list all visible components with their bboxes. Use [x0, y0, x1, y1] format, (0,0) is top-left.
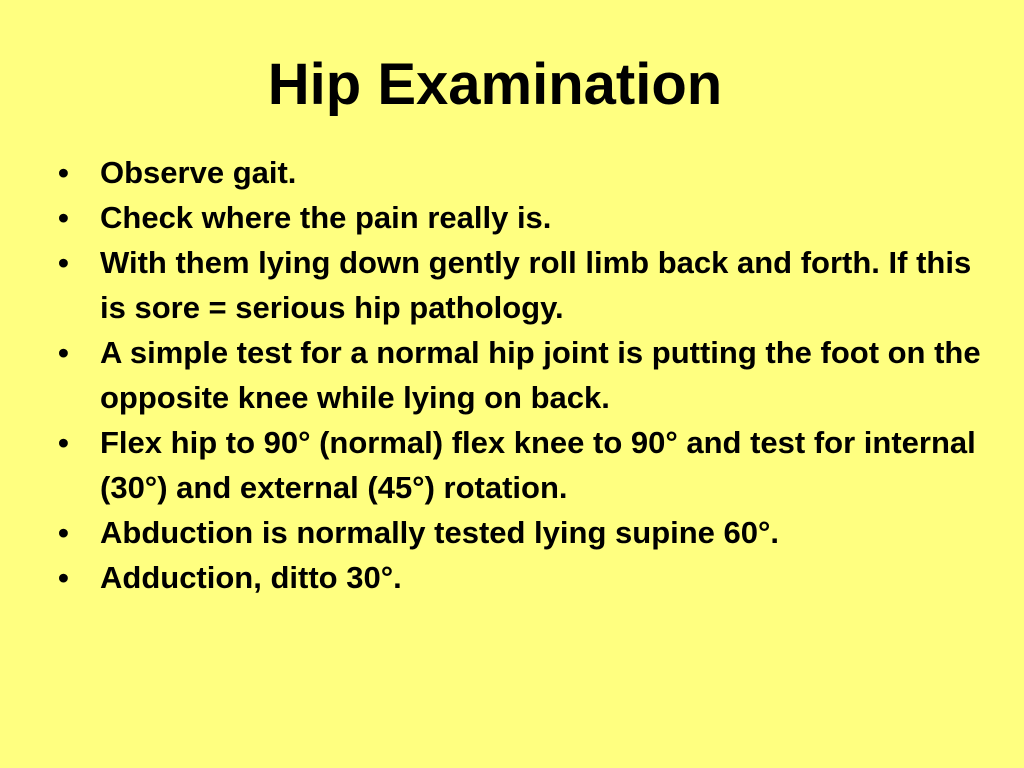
bullet-dot-icon: •: [58, 515, 69, 550]
bullet-dot-icon: •: [58, 200, 69, 235]
bullet-dot-icon: •: [58, 155, 69, 190]
slide-title: Hip Examination: [267, 52, 723, 117]
bullet-item-3: [58, 240, 988, 330]
bullet-item-1: [58, 150, 988, 195]
bullet-dot-icon: •: [58, 245, 69, 280]
bullet-item-4: [58, 330, 988, 420]
bullet-text: Observe gait.: [100, 155, 297, 190]
bullet-item-6: [58, 510, 988, 555]
bullet-list: [58, 150, 988, 600]
bullet-dot-icon: •: [58, 425, 69, 460]
bullet-text: A simple test for a normal hip joint is putting the foot on the opposite knee while lying on back.: [100, 335, 981, 415]
bullet-text: With them lying down gently roll limb back and forth. If this is sore = serious hip pathology.: [100, 245, 972, 325]
bullet-item-5: [58, 420, 988, 510]
bullet-item-7: [58, 555, 988, 600]
bullet-text: Adduction, ditto 30°.: [100, 560, 402, 595]
bullet-text: Flex hip to 90° (normal) flex knee to 90° and test for internal (30°) and external (45°) rotation.: [100, 425, 976, 505]
bullet-text: Abduction is normally tested lying supine 60°.: [100, 515, 780, 550]
bullet-dot-icon: •: [58, 560, 69, 595]
bullet-dot-icon: •: [58, 335, 69, 370]
bullet-text: Check where the pain really is.: [100, 200, 552, 235]
bullet-item-2: [58, 195, 988, 240]
